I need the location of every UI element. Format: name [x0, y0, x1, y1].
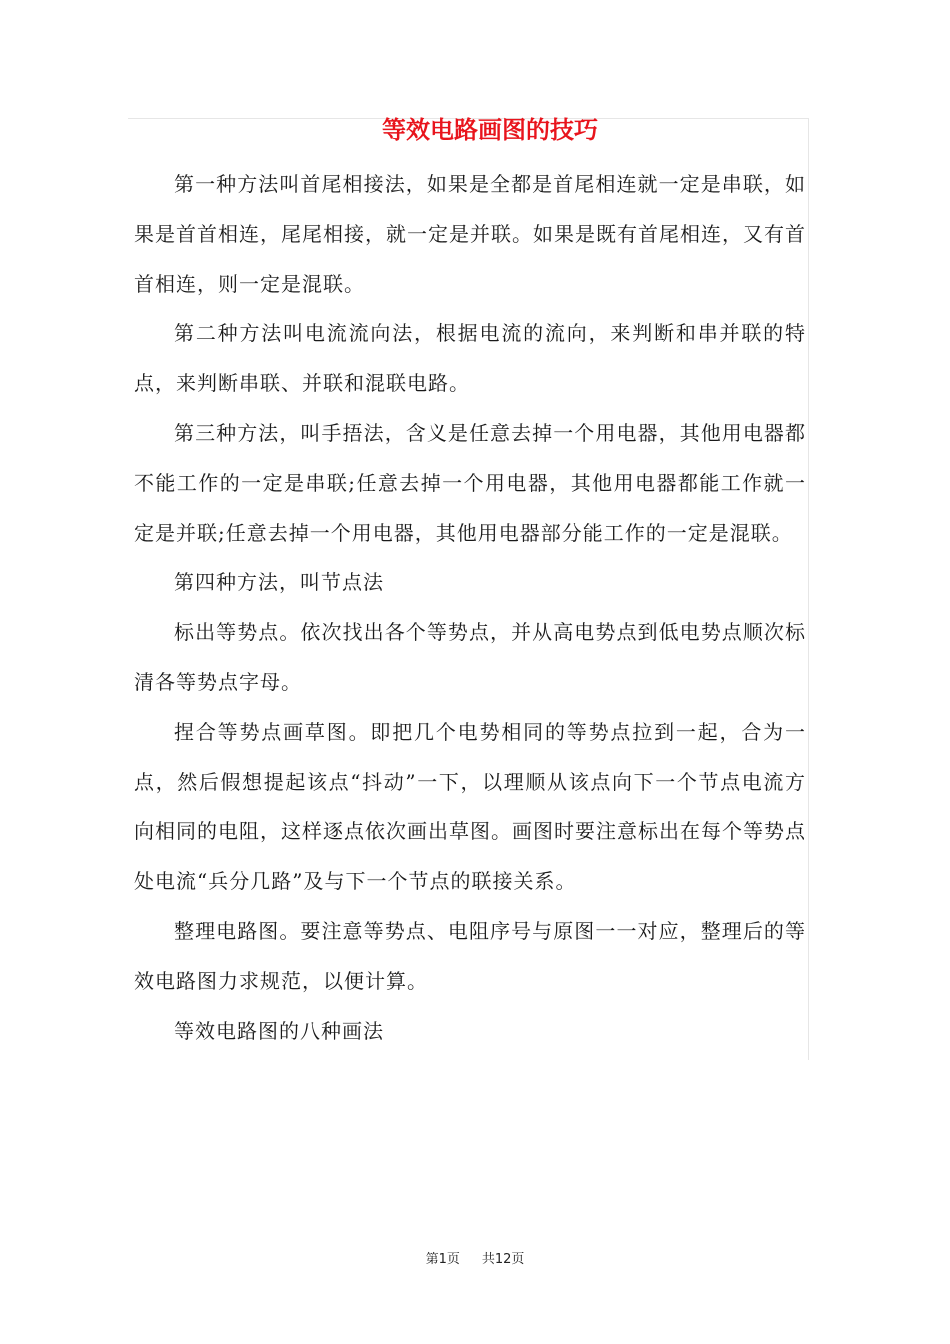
page-number-current: 第1页 — [425, 1252, 460, 1267]
paragraph-6: 捏合等势点画草图。即把几个电势相同的等势点拉到一起，合为一点，然后假想提起该点“抖动”一下，以理顺从该点向下一个节点电流方向相同的电阻，这样逐点依次画出草图。画图时要注意标出在每个等势点处电流“兵分几路”及与下一个节点的联接关系。 — [134, 719, 806, 894]
document-title: 等效电路画图的技巧 — [382, 116, 598, 144]
paragraph-7: 整理电路图。要注意等势点、电阻序号与原图一一对应，整理后的等效电路图力求规范，以便计算。 — [134, 918, 806, 993]
paragraph-3: 第三种方法，叫手捂法，含义是任意去掉一个用电器，其他用电器都不能工作的一定是串联;任意去掉一个用电器，其他用电器都能工作就一定是并联;任意去掉一个用电器，其他用电器部分能工作的一定是混联。 — [134, 420, 806, 545]
page-number-total: 共12页 — [481, 1252, 525, 1267]
paragraph-1: 第一种方法叫首尾相接法，如果是全都是首尾相连就一定是串联，如果是首首相连，尾尾相接，就一定是并联。如果是既有首尾相连，又有首首相连，则一定是混联。 — [134, 172, 806, 296]
page-frame-right-border — [808, 118, 809, 1060]
paragraph-4: 第四种方法，叫节点法 — [174, 570, 384, 595]
document-body — [134, 160, 806, 1056]
page-footer — [0, 1248, 950, 1267]
paragraph-8: 等效电路图的八种画法 — [174, 1018, 384, 1043]
paragraph-5: 标出等势点。依次找出各个等势点，并从高电势点到低电势点顺次标清各等势点字母。 — [134, 620, 806, 694]
paragraph-2: 第二种方法叫电流流向法，根据电流的流向，来判断和串并联的特点，来判断串联、并联和混联电路。 — [134, 321, 806, 396]
